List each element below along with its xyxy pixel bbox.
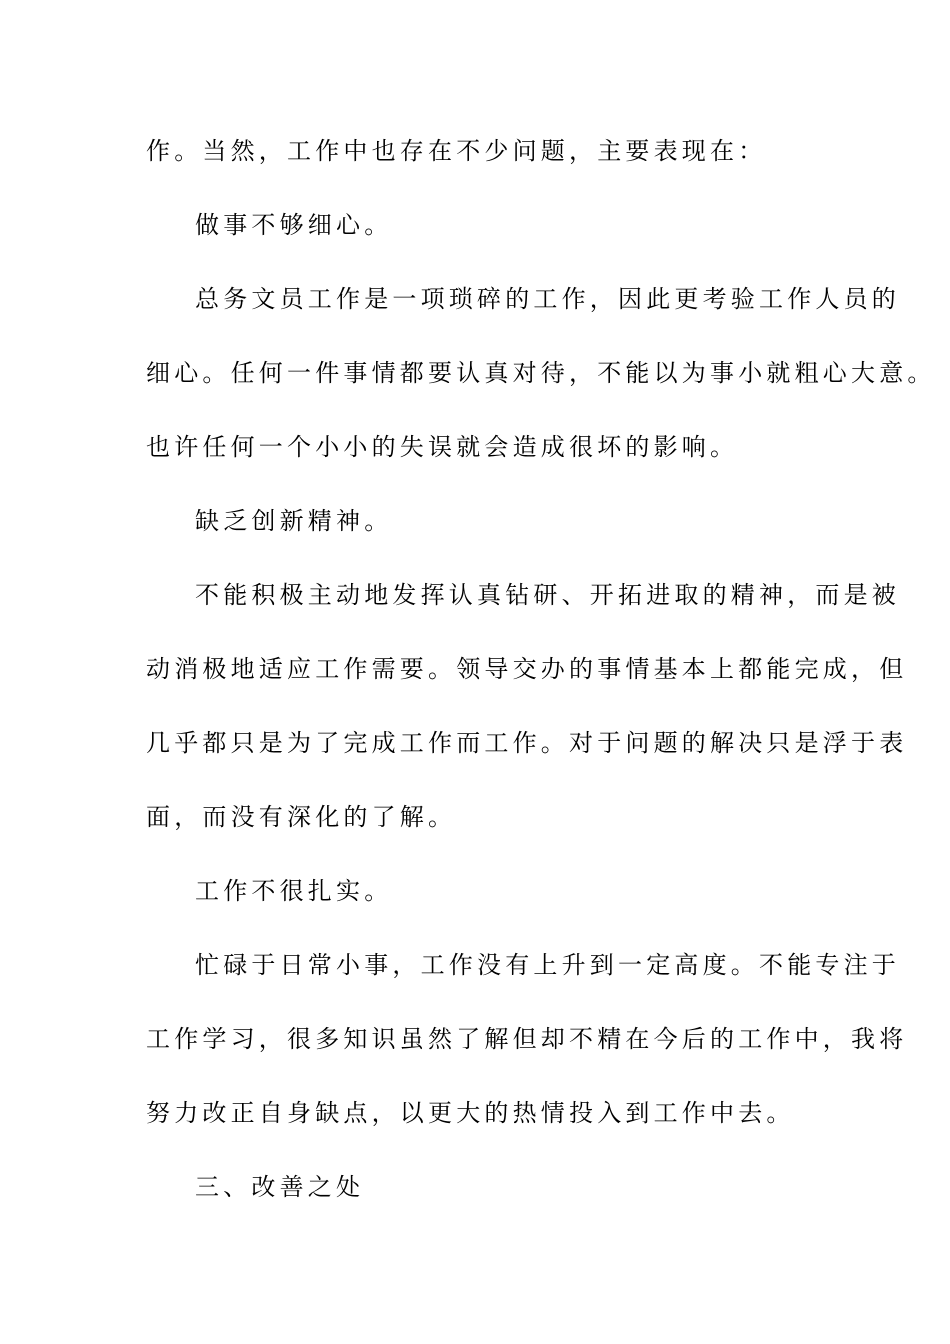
paragraph-line: 努力改正自身缺点，以更大的热情投入到工作中去。 [146, 1099, 795, 1127]
paragraph-line: 总务文员工作是一项琐碎的工作，因此更考验工作人员的 [195, 285, 900, 313]
paragraph-line: 面，而没有深化的了解。 [146, 803, 457, 831]
paragraph-line: 动消极地适应工作需要。领导交办的事情基本上都能完成，但 [146, 655, 908, 683]
section-heading-improvements: 三、改善之处 [195, 1173, 365, 1201]
paragraph-line: 工作学习，很多知识虽然了解但却不精在今后的工作中，我将 [146, 1025, 908, 1053]
paragraph-line: 也许任何一个小小的失误就会造成很坏的影响。 [146, 433, 739, 461]
paragraph-line: 忙碌于日常小事，工作没有上升到一定高度。不能专注于 [195, 951, 900, 979]
subheading-careless: 做事不够细心。 [195, 211, 393, 239]
paragraph-line: 几乎都只是为了完成工作而工作。对于问题的解决只是浮于表 [146, 729, 908, 757]
paragraph-line: 细心。任何一件事情都要认真对待，不能以为事小就粗心大意。 [146, 359, 936, 387]
paragraph-line: 不能积极主动地发挥认真钻研、开拓进取的精神，而是被 [195, 581, 900, 609]
subheading-innovation: 缺乏创新精神。 [195, 507, 393, 535]
paragraph-line: 作。当然，工作中也存在不少问题，主要表现在： [146, 137, 767, 165]
subheading-solid-work: 工作不很扎实。 [195, 877, 393, 905]
